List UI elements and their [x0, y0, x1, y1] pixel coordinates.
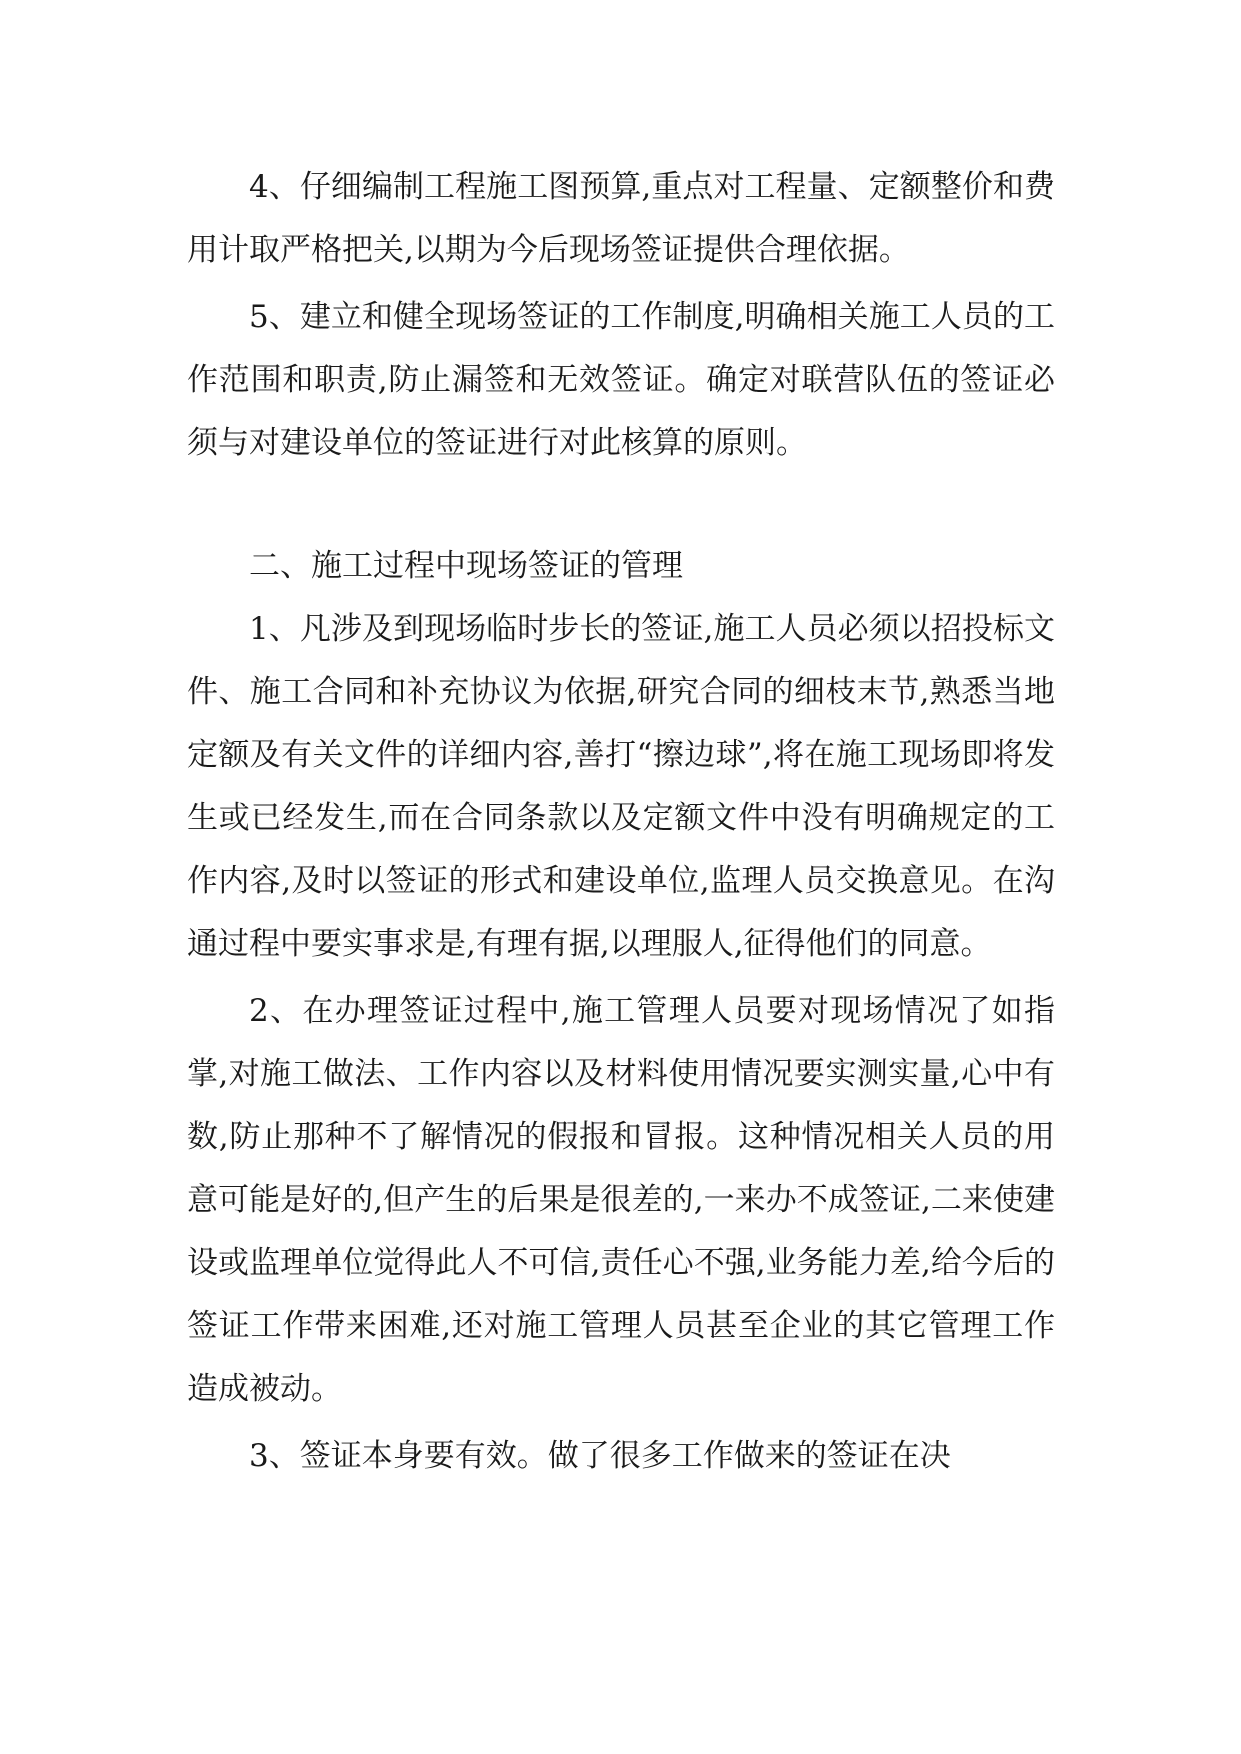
paragraph-item-1: 1、凡涉及到现场临时步长的签证,施工人员必须以招投标文件、施工合同和补充协议为依据,研究合同的细枝末节,熟悉当地定额及有关文件的详细内容,善打“擦边球”,将在施工现场即将发生或已经发生,而在合同条款以及定额文件中没有明确规定的工作内容,及时以签证的形式和建设单位,监理人员交换意见。在沟通过程中要实事求是,有理有据,以理服人,征得他们的同意。: [187, 611, 1055, 962]
section-heading: 二、施工过程中现场签证的管理: [249, 548, 683, 584]
paragraph-item-5: 5、建立和健全现场签证的工作制度,明确相关施工人员的工作范围和职责,防止漏签和无效签证。确定对联营队伍的签证必须与对建设单位的签证进行对此核算的原则。: [187, 299, 1055, 461]
document-body: [187, 156, 1055, 1492]
paragraph-item-3: 3、签证本身要有效。做了很多工作做来的签证在决: [249, 1438, 951, 1474]
paragraph-item-4: 4、仔细编制工程施工图预算,重点对工程量、定额整价和费用计取严格把关,以期为今后现场签证提供合理依据。: [187, 169, 1055, 268]
paragraph-item-2: 2、在办理签证过程中,施工管理人员要对现场情况了如指掌,对施工做法、工作内容以及材料使用情况要实测实量,心中有数,防止那种不了解情况的假报和冒报。这种情况相关人员的用意可能是好的,但产生的后果是很差的,一来办不成签证,二来使建设或监理单位觉得此人不可信,责任心不强,业务能力差,给今后的签证工作带来困难,还对施工管理人员甚至企业的其它管理工作造成被动。: [187, 993, 1055, 1407]
